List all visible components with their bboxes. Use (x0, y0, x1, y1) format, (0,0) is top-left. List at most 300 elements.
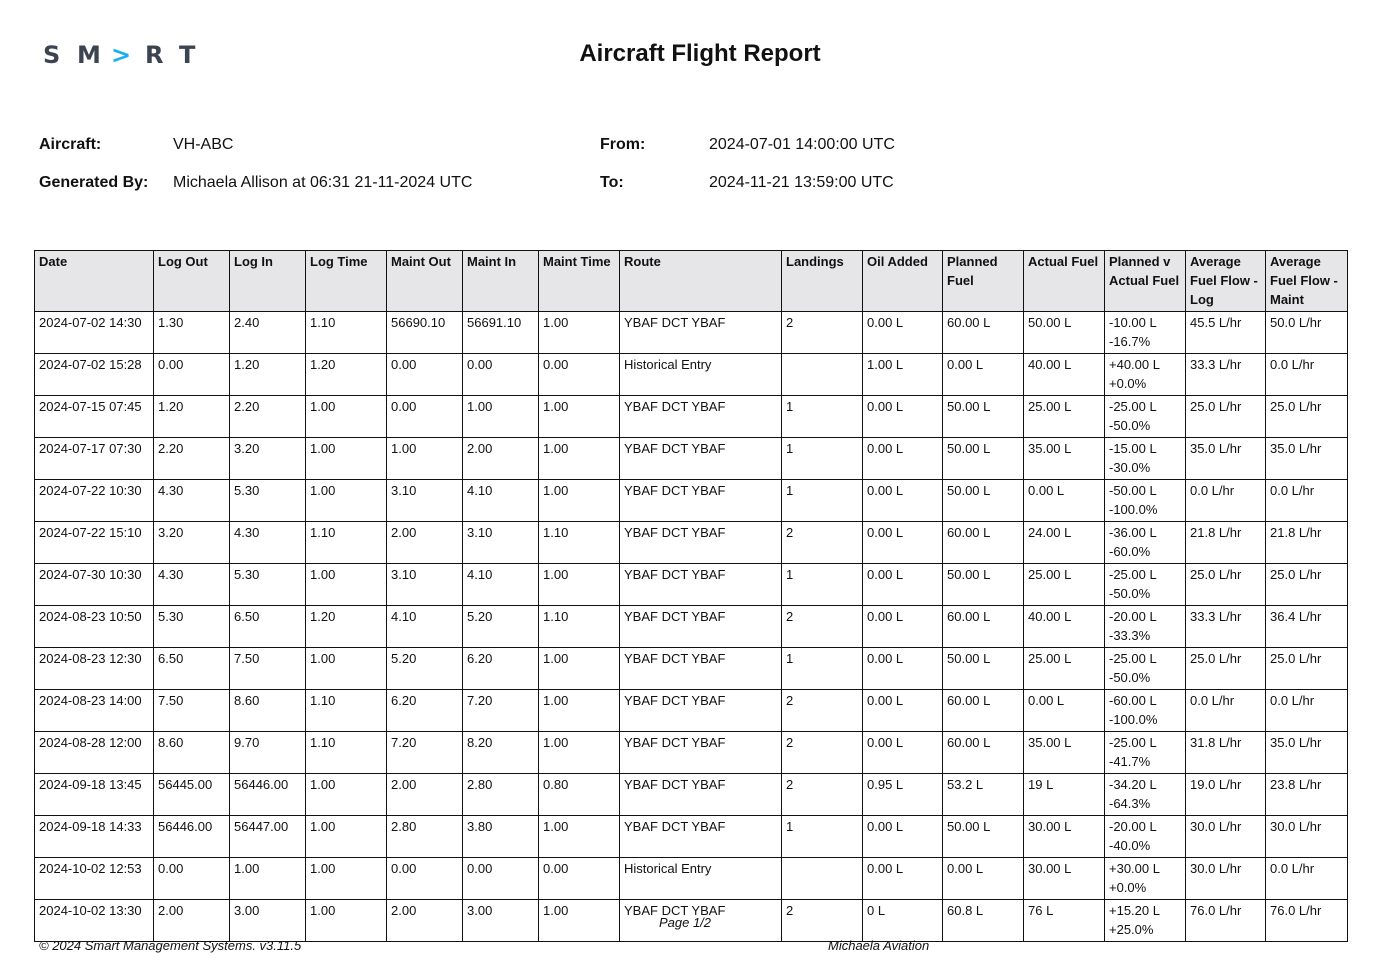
cell-log-out: 2.00 (154, 900, 230, 942)
cell-fuel-flow-log: 30.0 L/hr (1186, 858, 1266, 900)
cell-log-in: 1.20 (230, 354, 306, 396)
cell-maint-out: 0.00 (387, 858, 463, 900)
fuel-diff-litres: -50.00 L (1109, 483, 1157, 498)
cell-log-time: 1.10 (306, 312, 387, 354)
cell-date: 2024-07-22 10:30 (35, 480, 154, 522)
cell-log-out: 1.20 (154, 396, 230, 438)
cell-maint-time: 0.00 (539, 354, 620, 396)
cell-landings: 2 (782, 900, 863, 942)
cell-maint-time: 1.00 (539, 564, 620, 606)
cell-fuel-flow-log: 25.0 L/hr (1186, 564, 1266, 606)
logo-letter: R (145, 41, 164, 69)
cell-log-time: 1.00 (306, 480, 387, 522)
cell-landings (782, 354, 863, 396)
cell-maint-time: 1.00 (539, 900, 620, 942)
column-header-log-out: Log Out (154, 251, 230, 312)
cell-planned-v-actual (1105, 648, 1186, 690)
cell-maint-time: 1.10 (539, 522, 620, 564)
fuel-diff-percent: -41.7% (1109, 754, 1151, 769)
cell-route: YBAF DCT YBAF (620, 480, 782, 522)
table-body (35, 312, 1348, 942)
cell-fuel-flow-maint: 25.0 L/hr (1266, 648, 1348, 690)
fuel-diff-litres: +15.20 L (1109, 903, 1160, 918)
to-value: 2024-11-21 13:59:00 UTC (709, 174, 894, 191)
cell-maint-in: 3.00 (463, 900, 539, 942)
cell-maint-out: 0.00 (387, 396, 463, 438)
cell-date: 2024-07-17 07:30 (35, 438, 154, 480)
cell-log-out: 4.30 (154, 480, 230, 522)
cell-planned-fuel: 0.00 L (943, 354, 1024, 396)
fuel-diff-percent: +25.0% (1109, 922, 1154, 937)
cell-route: YBAF DCT YBAF (620, 438, 782, 480)
from-label: From: (600, 136, 646, 153)
cell-date: 2024-09-18 13:45 (35, 774, 154, 816)
cell-log-time: 1.00 (306, 816, 387, 858)
cell-log-in: 5.30 (230, 480, 306, 522)
cell-planned-fuel: 50.00 L (943, 816, 1024, 858)
cell-fuel-flow-log: 76.0 L/hr (1186, 900, 1266, 942)
logo-letter: M (77, 41, 101, 69)
cell-landings: 2 (782, 774, 863, 816)
fuel-diff-litres: -36.00 L (1109, 525, 1157, 540)
cell-fuel-flow-maint: 21.8 L/hr (1266, 522, 1348, 564)
cell-route: YBAF DCT YBAF (620, 648, 782, 690)
cell-oil-added: 0.00 L (863, 396, 943, 438)
cell-log-out: 7.50 (154, 690, 230, 732)
fuel-diff-litres: -20.00 L (1109, 819, 1157, 834)
fuel-diff-percent: -60.0% (1109, 544, 1151, 559)
cell-maint-out: 2.00 (387, 522, 463, 564)
cell-actual-fuel: 30.00 L (1024, 858, 1105, 900)
cell-oil-added: 0.00 L (863, 606, 943, 648)
fuel-diff-litres: +40.00 L (1109, 357, 1160, 372)
aircraft-label: Aircraft: (39, 136, 102, 153)
cell-oil-added: 0.00 L (863, 480, 943, 522)
cell-log-time: 1.10 (306, 522, 387, 564)
cell-date: 2024-07-15 07:45 (35, 396, 154, 438)
cell-date: 2024-08-23 14:00 (35, 690, 154, 732)
cell-maint-in: 56691.10 (463, 312, 539, 354)
cell-maint-in: 0.00 (463, 354, 539, 396)
fuel-diff-percent: -16.7% (1109, 334, 1151, 349)
cell-fuel-flow-maint: 30.0 L/hr (1266, 816, 1348, 858)
cell-fuel-flow-maint: 0.0 L/hr (1266, 690, 1348, 732)
fuel-diff-percent: -100.0% (1109, 712, 1158, 727)
cell-maint-time: 1.10 (539, 606, 620, 648)
cell-maint-in: 3.10 (463, 522, 539, 564)
cell-maint-time: 1.00 (539, 438, 620, 480)
cell-oil-added: 0.95 L (863, 774, 943, 816)
cell-route: YBAF DCT YBAF (620, 312, 782, 354)
cell-maint-out: 2.00 (387, 900, 463, 942)
cell-planned-fuel: 60.00 L (943, 312, 1024, 354)
cell-landings: 1 (782, 480, 863, 522)
cell-route: YBAF DCT YBAF (620, 774, 782, 816)
cell-log-out: 6.50 (154, 648, 230, 690)
cell-log-out: 5.30 (154, 606, 230, 648)
cell-oil-added: 0.00 L (863, 312, 943, 354)
fuel-diff-litres: -25.00 L (1109, 735, 1157, 750)
cell-maint-in: 5.20 (463, 606, 539, 648)
cell-planned-fuel: 50.00 L (943, 480, 1024, 522)
cell-actual-fuel: 35.00 L (1024, 438, 1105, 480)
cell-date: 2024-07-22 15:10 (35, 522, 154, 564)
cell-maint-time: 1.00 (539, 396, 620, 438)
cell-date: 2024-08-23 12:30 (35, 648, 154, 690)
table-row (35, 858, 1348, 900)
fuel-diff-percent: -100.0% (1109, 502, 1158, 517)
fuel-diff-percent: -50.0% (1109, 670, 1151, 685)
cell-fuel-flow-maint: 76.0 L/hr (1266, 900, 1348, 942)
column-header-fuel-flow-log: Average Fuel Flow - Log (1186, 251, 1266, 312)
cell-actual-fuel: 24.00 L (1024, 522, 1105, 564)
cell-log-in: 1.00 (230, 858, 306, 900)
cell-landings: 2 (782, 312, 863, 354)
cell-planned-v-actual (1105, 438, 1186, 480)
cell-route: YBAF DCT YBAF (620, 816, 782, 858)
cell-fuel-flow-maint: 50.0 L/hr (1266, 312, 1348, 354)
cell-maint-out: 1.00 (387, 438, 463, 480)
cell-maint-out: 2.80 (387, 816, 463, 858)
cell-maint-time: 1.00 (539, 480, 620, 522)
cell-maint-in: 7.20 (463, 690, 539, 732)
cell-planned-fuel: 60.8 L (943, 900, 1024, 942)
column-header-oil-added: Oil Added (863, 251, 943, 312)
cell-planned-fuel: 60.00 L (943, 606, 1024, 648)
cell-planned-fuel: 50.00 L (943, 564, 1024, 606)
cell-actual-fuel: 19 L (1024, 774, 1105, 816)
cell-maint-in: 4.10 (463, 564, 539, 606)
cell-log-time: 1.00 (306, 900, 387, 942)
cell-maint-out: 3.10 (387, 480, 463, 522)
cell-route: Historical Entry (620, 354, 782, 396)
cell-maint-out: 0.00 (387, 354, 463, 396)
cell-landings (782, 858, 863, 900)
cell-date: 2024-07-02 14:30 (35, 312, 154, 354)
fuel-diff-percent: -33.3% (1109, 628, 1151, 643)
column-header-actual-fuel: Actual Fuel (1024, 251, 1105, 312)
organization-name: Michaela Aviation (828, 938, 930, 953)
cell-planned-fuel: 60.00 L (943, 690, 1024, 732)
cell-maint-time: 1.00 (539, 312, 620, 354)
cell-landings: 2 (782, 522, 863, 564)
cell-oil-added: 0.00 L (863, 816, 943, 858)
generated-by-value: Michaela Allison at 06:31 21-11-2024 UTC (173, 174, 473, 191)
logo-letter: S (43, 41, 61, 69)
fuel-diff-litres: -25.00 L (1109, 567, 1157, 582)
cell-actual-fuel: 40.00 L (1024, 354, 1105, 396)
cell-maint-in: 6.20 (463, 648, 539, 690)
cell-route: YBAF DCT YBAF (620, 732, 782, 774)
cell-log-in: 2.20 (230, 396, 306, 438)
cell-planned-fuel: 53.2 L (943, 774, 1024, 816)
cell-planned-v-actual (1105, 354, 1186, 396)
from-value: 2024-07-01 14:00:00 UTC (709, 136, 895, 153)
cell-date: 2024-08-28 12:00 (35, 732, 154, 774)
cell-planned-v-actual (1105, 732, 1186, 774)
cell-log-time: 1.00 (306, 396, 387, 438)
cell-maint-time: 1.00 (539, 690, 620, 732)
cell-actual-fuel: 25.00 L (1024, 564, 1105, 606)
cell-fuel-flow-maint: 25.0 L/hr (1266, 564, 1348, 606)
cell-maint-in: 8.20 (463, 732, 539, 774)
cell-oil-added: 1.00 L (863, 354, 943, 396)
cell-log-out: 0.00 (154, 354, 230, 396)
cell-fuel-flow-log: 21.8 L/hr (1186, 522, 1266, 564)
cell-actual-fuel: 30.00 L (1024, 816, 1105, 858)
column-header-planned-fuel: Planned Fuel (943, 251, 1024, 312)
cell-planned-v-actual (1105, 480, 1186, 522)
cell-maint-out: 6.20 (387, 690, 463, 732)
aircraft-value: VH-ABC (173, 136, 234, 153)
fuel-diff-litres: -25.00 L (1109, 399, 1157, 414)
cell-actual-fuel: 0.00 L (1024, 690, 1105, 732)
cell-log-out: 4.30 (154, 564, 230, 606)
cell-planned-v-actual (1105, 396, 1186, 438)
fuel-diff-litres: -10.00 L (1109, 315, 1157, 330)
cell-planned-v-actual (1105, 858, 1186, 900)
column-header-route: Route (620, 251, 782, 312)
cell-actual-fuel: 0.00 L (1024, 480, 1105, 522)
table-row (35, 354, 1348, 396)
cell-maint-out: 4.10 (387, 606, 463, 648)
cell-planned-fuel: 50.00 L (943, 438, 1024, 480)
cell-log-in: 3.00 (230, 900, 306, 942)
cell-planned-v-actual (1105, 690, 1186, 732)
cell-log-out: 3.20 (154, 522, 230, 564)
fuel-diff-percent: -64.3% (1109, 796, 1151, 811)
cell-maint-time: 1.00 (539, 732, 620, 774)
fuel-diff-percent: -50.0% (1109, 418, 1151, 433)
cell-fuel-flow-log: 33.3 L/hr (1186, 354, 1266, 396)
cell-landings: 1 (782, 438, 863, 480)
cell-oil-added: 0 L (863, 900, 943, 942)
table-row (35, 690, 1348, 732)
cell-oil-added: 0.00 L (863, 690, 943, 732)
cell-log-out: 0.00 (154, 858, 230, 900)
table-header-row (35, 251, 1348, 312)
cell-log-in: 4.30 (230, 522, 306, 564)
table-row (35, 438, 1348, 480)
cell-log-time: 1.20 (306, 606, 387, 648)
cell-log-time: 1.20 (306, 354, 387, 396)
cell-planned-fuel: 0.00 L (943, 858, 1024, 900)
cell-log-time: 1.10 (306, 690, 387, 732)
cell-maint-out: 7.20 (387, 732, 463, 774)
column-header-log-time: Log Time (306, 251, 387, 312)
flight-report-table (34, 250, 1348, 942)
cell-oil-added: 0.00 L (863, 438, 943, 480)
column-header-date: Date (35, 251, 154, 312)
cell-date: 2024-07-30 10:30 (35, 564, 154, 606)
table-row (35, 480, 1348, 522)
cell-log-out: 1.30 (154, 312, 230, 354)
fuel-diff-litres: -60.00 L (1109, 693, 1157, 708)
cell-log-in: 9.70 (230, 732, 306, 774)
cell-log-in: 5.30 (230, 564, 306, 606)
cell-route: YBAF DCT YBAF (620, 690, 782, 732)
cell-fuel-flow-log: 25.0 L/hr (1186, 396, 1266, 438)
column-header-log-in: Log In (230, 251, 306, 312)
fuel-diff-litres: -20.00 L (1109, 609, 1157, 624)
cell-landings: 1 (782, 564, 863, 606)
cell-oil-added: 0.00 L (863, 858, 943, 900)
cell-planned-fuel: 60.00 L (943, 522, 1024, 564)
cell-actual-fuel: 25.00 L (1024, 648, 1105, 690)
cell-maint-out: 5.20 (387, 648, 463, 690)
generated-by-label: Generated By: (39, 174, 149, 191)
cell-planned-fuel: 60.00 L (943, 732, 1024, 774)
cell-oil-added: 0.00 L (863, 732, 943, 774)
table-row (35, 816, 1348, 858)
cell-route: YBAF DCT YBAF (620, 606, 782, 648)
cell-log-time: 1.00 (306, 438, 387, 480)
column-header-fuel-flow-maint: Average Fuel Flow - Maint (1266, 251, 1348, 312)
cell-planned-v-actual (1105, 564, 1186, 606)
cell-log-time: 1.10 (306, 732, 387, 774)
table-row (35, 606, 1348, 648)
cell-landings: 1 (782, 816, 863, 858)
copyright-text: © 2024 Smart Management Systems. v3.11.5 (39, 938, 302, 953)
cell-route: YBAF DCT YBAF (620, 522, 782, 564)
column-header-maint-time: Maint Time (539, 251, 620, 312)
logo-chevron-icon: > (111, 41, 132, 69)
cell-fuel-flow-maint: 0.0 L/hr (1266, 858, 1348, 900)
cell-landings: 2 (782, 732, 863, 774)
cell-actual-fuel: 76 L (1024, 900, 1105, 942)
cell-log-in: 8.60 (230, 690, 306, 732)
cell-planned-fuel: 50.00 L (943, 396, 1024, 438)
page-number: Page 1/2 (658, 915, 712, 930)
cell-fuel-flow-log: 0.0 L/hr (1186, 690, 1266, 732)
cell-log-in: 56446.00 (230, 774, 306, 816)
cell-maint-out: 56690.10 (387, 312, 463, 354)
cell-planned-v-actual (1105, 522, 1186, 564)
cell-actual-fuel: 35.00 L (1024, 732, 1105, 774)
cell-maint-in: 2.00 (463, 438, 539, 480)
table-row (35, 396, 1348, 438)
cell-maint-in: 1.00 (463, 396, 539, 438)
cell-fuel-flow-log: 31.8 L/hr (1186, 732, 1266, 774)
cell-log-time: 1.00 (306, 858, 387, 900)
cell-oil-added: 0.00 L (863, 648, 943, 690)
column-header-planned-v-actual: Planned v Actual Fuel (1105, 251, 1186, 312)
cell-maint-in: 0.00 (463, 858, 539, 900)
fuel-diff-percent: -50.0% (1109, 586, 1151, 601)
cell-fuel-flow-log: 0.0 L/hr (1186, 480, 1266, 522)
cell-actual-fuel: 25.00 L (1024, 396, 1105, 438)
cell-log-out: 2.20 (154, 438, 230, 480)
column-header-maint-in: Maint In (463, 251, 539, 312)
logo-letter: T (179, 41, 196, 69)
to-label: To: (600, 174, 624, 191)
cell-log-in: 2.40 (230, 312, 306, 354)
table-row (35, 732, 1348, 774)
cell-fuel-flow-log: 19.0 L/hr (1186, 774, 1266, 816)
cell-maint-out: 2.00 (387, 774, 463, 816)
cell-maint-out: 3.10 (387, 564, 463, 606)
fuel-diff-percent: -30.0% (1109, 460, 1151, 475)
cell-maint-in: 2.80 (463, 774, 539, 816)
table-row (35, 312, 1348, 354)
cell-log-out: 56446.00 (154, 816, 230, 858)
cell-log-in: 6.50 (230, 606, 306, 648)
cell-planned-fuel: 50.00 L (943, 648, 1024, 690)
cell-fuel-flow-maint: 35.0 L/hr (1266, 438, 1348, 480)
cell-maint-time: 1.00 (539, 648, 620, 690)
fuel-diff-percent: +0.0% (1109, 880, 1147, 895)
table-row (35, 522, 1348, 564)
cell-date: 2024-10-02 13:30 (35, 900, 154, 942)
cell-log-time: 1.00 (306, 648, 387, 690)
cell-route: YBAF DCT YBAF (620, 396, 782, 438)
cell-fuel-flow-log: 45.5 L/hr (1186, 312, 1266, 354)
cell-fuel-flow-maint: 35.0 L/hr (1266, 732, 1348, 774)
fuel-diff-litres: +30.00 L (1109, 861, 1160, 876)
cell-maint-time: 0.80 (539, 774, 620, 816)
cell-fuel-flow-maint: 0.0 L/hr (1266, 480, 1348, 522)
cell-route: YBAF DCT YBAF (620, 564, 782, 606)
cell-fuel-flow-maint: 23.8 L/hr (1266, 774, 1348, 816)
report-title: Aircraft Flight Report (579, 40, 821, 67)
cell-maint-time: 0.00 (539, 858, 620, 900)
cell-date: 2024-08-23 10:50 (35, 606, 154, 648)
cell-landings: 1 (782, 648, 863, 690)
cell-landings: 2 (782, 606, 863, 648)
cell-fuel-flow-maint: 25.0 L/hr (1266, 396, 1348, 438)
fuel-diff-percent: -40.0% (1109, 838, 1151, 853)
cell-log-time: 1.00 (306, 774, 387, 816)
cell-actual-fuel: 40.00 L (1024, 606, 1105, 648)
cell-maint-in: 3.80 (463, 816, 539, 858)
cell-planned-v-actual (1105, 774, 1186, 816)
cell-log-out: 8.60 (154, 732, 230, 774)
cell-date: 2024-07-02 15:28 (35, 354, 154, 396)
cell-route: Historical Entry (620, 858, 782, 900)
table-row (35, 648, 1348, 690)
column-header-maint-out: Maint Out (387, 251, 463, 312)
cell-date: 2024-10-02 12:53 (35, 858, 154, 900)
cell-oil-added: 0.00 L (863, 522, 943, 564)
cell-landings: 1 (782, 396, 863, 438)
cell-route: YBAF DCT YBAF (620, 900, 782, 942)
cell-actual-fuel: 50.00 L (1024, 312, 1105, 354)
cell-oil-added: 0.00 L (863, 564, 943, 606)
cell-fuel-flow-log: 25.0 L/hr (1186, 648, 1266, 690)
cell-log-out: 56445.00 (154, 774, 230, 816)
fuel-diff-litres: -25.00 L (1109, 651, 1157, 666)
fuel-diff-litres: -15.00 L (1109, 441, 1157, 456)
cell-fuel-flow-log: 35.0 L/hr (1186, 438, 1266, 480)
cell-fuel-flow-log: 33.3 L/hr (1186, 606, 1266, 648)
cell-fuel-flow-maint: 36.4 L/hr (1266, 606, 1348, 648)
cell-log-in: 7.50 (230, 648, 306, 690)
cell-log-time: 1.00 (306, 564, 387, 606)
cell-log-in: 56447.00 (230, 816, 306, 858)
cell-fuel-flow-log: 30.0 L/hr (1186, 816, 1266, 858)
column-header-landings: Landings (782, 251, 863, 312)
fuel-diff-litres: -34.20 L (1109, 777, 1157, 792)
cell-maint-in: 4.10 (463, 480, 539, 522)
table-row (35, 564, 1348, 606)
cell-planned-v-actual (1105, 312, 1186, 354)
fuel-diff-percent: +0.0% (1109, 376, 1147, 391)
cell-landings: 2 (782, 690, 863, 732)
cell-fuel-flow-maint: 0.0 L/hr (1266, 354, 1348, 396)
cell-date: 2024-09-18 14:33 (35, 816, 154, 858)
cell-maint-time: 1.00 (539, 816, 620, 858)
cell-planned-v-actual (1105, 816, 1186, 858)
